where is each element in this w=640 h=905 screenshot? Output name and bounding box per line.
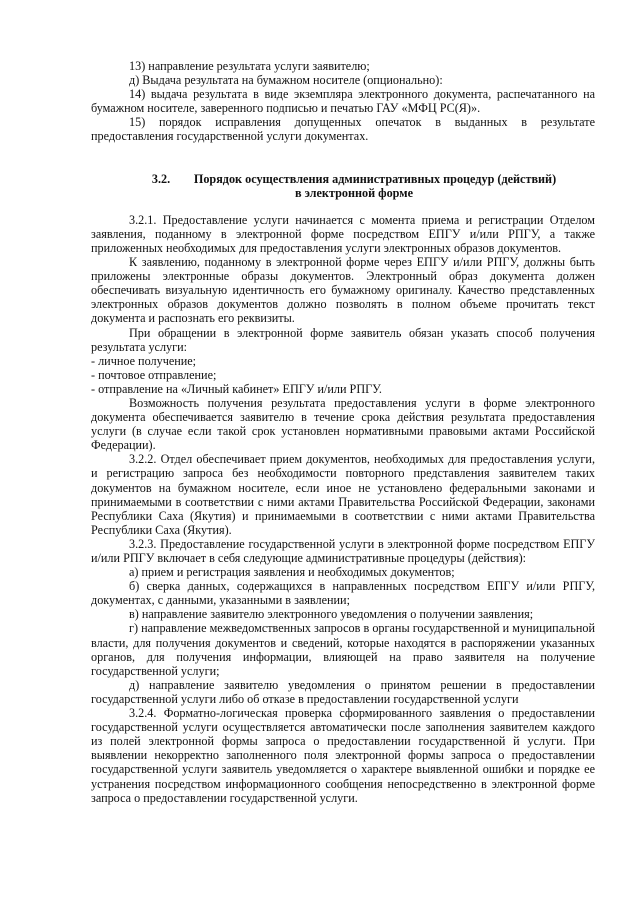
paragraph-3-2-2: 3.2.2. Отдел обеспечивает прием документов, необходимых для предоставления услуги, и регистрацию запроса без необходимости повторного представления заявителем таких документов на бумажном носителе, если иное не установлено федеральными законами и принимаемыми в соответствии с ними актами Правительства Российской Федерации, законами Республики Саха (Якутия) и принимаемыми в соответствии с ними актами Правительства Республики Саха (Якутия). [91, 452, 595, 537]
list-item-post: - почтовое отправление; [91, 367, 217, 382]
section-title-line2: в электронной форме [295, 185, 413, 200]
intro-paragraph-13: 13) направление результата услуги заявителю; [129, 59, 370, 73]
paragraph-result-availability: Возможность получения результата предоставления услуги в форме электронного документа обеспечивается заявителю в течение срока действия результата предоставления услуги (в случае если такой срок установлен нормативными правовыми актами Российской Федерации). [91, 395, 595, 453]
section-spacer-small [91, 200, 595, 213]
list-item-cabinet: - отправление на «Личный кабинет» ЕПГУ и/или РПГУ. [91, 381, 382, 396]
section-spacer [91, 144, 595, 172]
paragraph-3-2-1: 3.2.1. Предоставление услуги начинается с момента приема и регистрации Отделом заявления, поданному в электронной форме посредством ЕПГУ и/или РПГУ, а также приложенных необходимых для предоставления услуги электронных образов документов. [91, 212, 595, 255]
list-item-d: д) направление заявителю уведомления о принятом решении в предоставлении государственной услуги либо об отказе в предоставлении государственной услуги [91, 677, 595, 706]
section-number: 3.2. [151, 171, 171, 186]
paragraph-3-2-4: 3.2.4. Форматно-логическая проверка сформированного заявления о предоставлении государственной услуги осуществляется автоматически после заполнения заявителем каждого из полей электронной формы запроса о предоставлении государственной й услуги. При выявлении некорректно заполненного поля электронной формы запроса о предоставлении государственной услуги заявитель уведомляется о характере выявленной ошибки и порядке ее устранения посредством информационного сообщения непосредственно в электронной форме запроса о предоставлении государственной услуги. [91, 706, 595, 805]
document-page [91, 59, 595, 805]
list-item-personal: - личное получение; [91, 353, 197, 368]
paragraph-3-2-3: 3.2.3. Предоставление государственной услуги в электронной форме посредством ЕПГУ и/или РПГУ включает в себя следующие административные процедуры (действия): [91, 536, 595, 565]
list-item-v: в) направление заявителю электронного уведомления о получении заявления; [129, 607, 534, 622]
intro-paragraph-14: 14) выдача результата в виде экземпляра электронного документа, распечатанного на бумажном носителе, заверенного подписью и печатью ГАУ «МФЦ РС(Я)». [91, 87, 595, 116]
section-title-line1: Порядок осуществления административных процедур (действий) [193, 171, 557, 186]
paragraph-electronic-images: К заявлению, поданному в электронной форме через ЕПГУ и/или РПГУ, должны быть приложены электронные образы документов. Электронный образ документа должен обеспечивать визуальную идентичность его бумажному оригиналу. Качество представленных электронных образов документов должно позволять в полном объеме прочитать текст документа и распознать его реквизиты. [91, 255, 595, 326]
intro-paragraph-d: д) Выдача результата на бумажном носителе (опционально): [129, 73, 443, 88]
section-heading [91, 172, 595, 186]
intro-paragraph-15: 15) порядок исправления допущенных опечаток в выданных в результате предоставления государственной услуги документах. [91, 115, 595, 144]
list-item-a: а) прием и регистрация заявления и необходимых документов; [129, 565, 455, 580]
paragraph-result-method: При обращении в электронной форме заявитель обязан указать способ получения результата услуги: [91, 325, 595, 354]
section-heading-line2 [91, 186, 595, 200]
list-item-g: г) направление межведомственных запросов в органы государственной и муниципальной власти, для получения документов и сведений, которые находятся в распоряжении указанных органов, для получения информации, влияющей на право заявителя на получение государственной услуги; [91, 621, 595, 678]
list-item-b: б) сверка данных, содержащихся в направленных посредством ЕПГУ и/или РПГУ, документах, с данными, указанными в заявлении; [91, 579, 595, 608]
